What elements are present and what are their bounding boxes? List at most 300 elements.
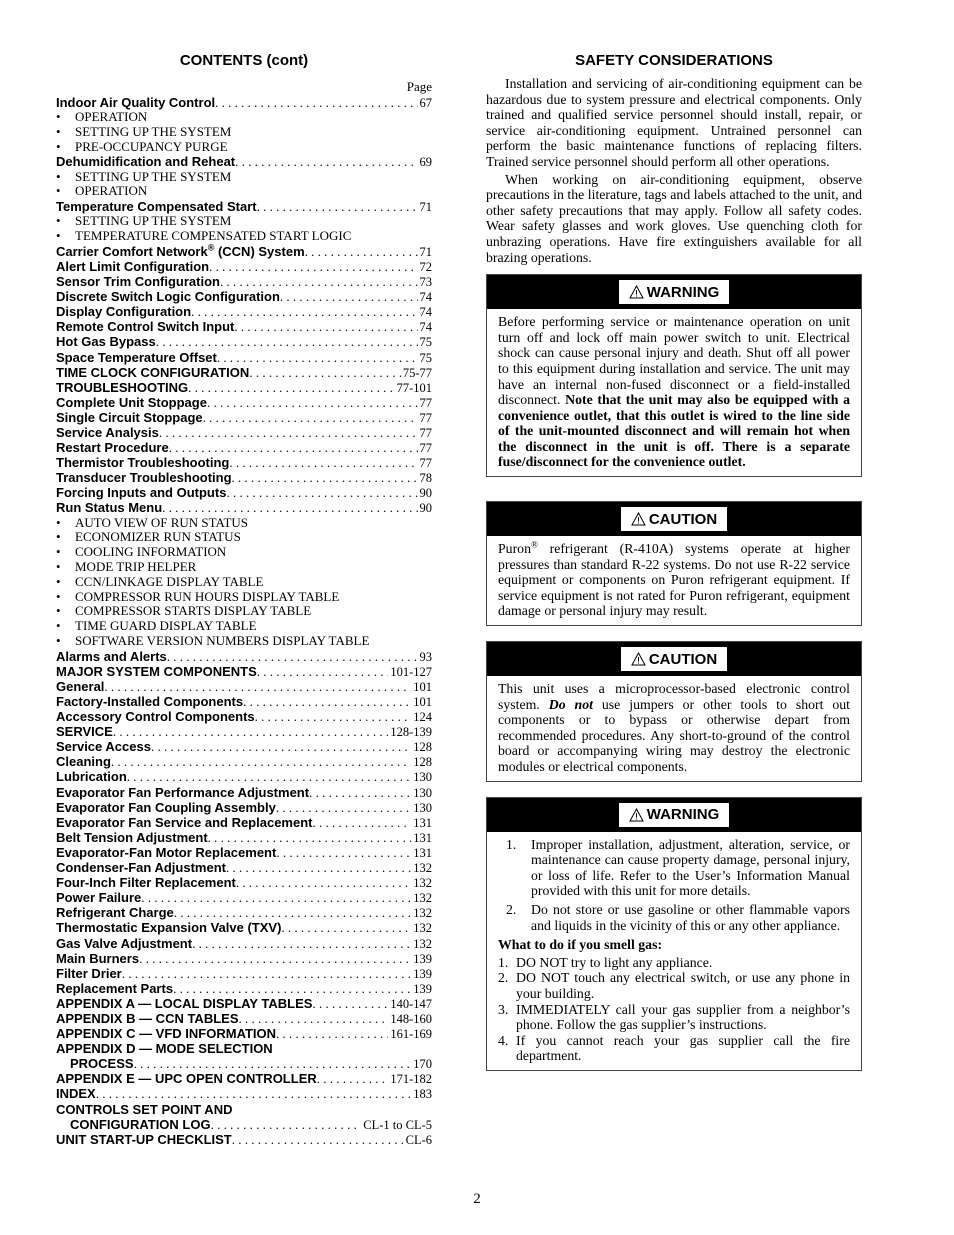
dot-leader <box>255 709 412 724</box>
toc-page-number: 101 <box>413 679 432 694</box>
toc-entry <box>56 754 432 769</box>
toc-page-number: 130 <box>413 800 432 815</box>
toc-entry-label: Display Configuration <box>56 304 192 320</box>
toc-entry-label: APPENDIX E — UPC OPEN CONTROLLER <box>56 1071 317 1087</box>
toc-entry-label: Condenser-Fan Adjustment <box>56 860 226 876</box>
toc-entry-label: Thermostatic Expansion Valve (TXV) <box>56 920 282 936</box>
bullet-icon: • <box>56 184 61 199</box>
toc-entry-label: Evaporator-Fan Motor Replacement <box>56 844 277 860</box>
list-item <box>498 1002 850 1033</box>
toc-page-number: 183 <box>413 1087 432 1102</box>
step-text: DO NOT touch any electrical switch, or use any phone in your building. <box>516 970 850 1001</box>
toc-page-number: 131 <box>413 830 432 845</box>
bullet-icon: • <box>56 604 61 619</box>
toc-entry-label: Evaporator Fan Service and Replacement <box>56 814 313 830</box>
toc-page-number: 101 <box>413 695 432 709</box>
dot-leader <box>141 890 411 905</box>
toc-entry <box>56 785 432 800</box>
safety-paragraph-2: When working on air-conditioning equipment, observe precautions in the literature, tags and labels attached to the unit, and other safety precautions that may apply. Follow all safety codes. Wear safety glasses and work gloves. Use quenching cloth for unbrazing operations. Have fire extinguishers available for all brazing operations. <box>486 171 862 265</box>
toc-page-number: 75-77 <box>402 365 432 380</box>
toc-entry-label: Hot Gas Bypass <box>56 334 156 350</box>
toc-subitem-label: COMPRESSOR STARTS DISPLAY TABLE <box>75 604 312 619</box>
warning-bold-note: Note that the unit may also be equipped with a convenience outlet, that this outlet is wired to the line side of the unit-mounted disconnect and will remain hot when the disconnect in the unit is off. There is a separate fuse/disconnect for the convenience outlet. <box>498 392 850 470</box>
toc-entry-label: MAJOR SYSTEM COMPONENTS <box>56 663 257 679</box>
dot-leader <box>134 1056 412 1071</box>
toc-page-number: 161-169 <box>390 1027 432 1042</box>
toc-page-number: 132 <box>413 936 432 951</box>
toc-entry-label: Service Analysis <box>56 424 159 440</box>
do-not-emphasis: Do not <box>548 696 593 712</box>
list-item <box>498 955 850 971</box>
dot-leader <box>312 815 411 830</box>
toc-entry-label: Alarms and Alerts <box>56 648 167 664</box>
toc-entry-label: Restart Procedure <box>56 440 169 456</box>
bullet-icon: • <box>56 110 61 125</box>
toc-entry <box>56 410 432 425</box>
contents-column <box>56 50 432 1147</box>
warning-header-2 <box>487 798 861 832</box>
toc-entry <box>56 334 432 349</box>
toc-subitem-label: COOLING INFORMATION <box>75 545 227 560</box>
puron-brand: Puron <box>498 541 531 557</box>
item-number: 2. <box>506 901 517 917</box>
bullet-icon: • <box>56 124 61 139</box>
toc-entry-label: Factory-Installed Components <box>56 694 244 709</box>
toc-page-number: 77-101 <box>396 380 432 395</box>
toc-page-number: 139 <box>413 966 432 981</box>
dot-leader <box>188 380 394 395</box>
toc-entry <box>56 395 432 410</box>
bullet-icon: • <box>56 139 61 154</box>
dot-leader <box>207 395 418 410</box>
dot-leader <box>305 244 418 259</box>
toc-entry <box>56 845 432 860</box>
toc-entry <box>56 470 432 485</box>
toc-subitem <box>56 140 432 155</box>
toc-entry <box>56 860 432 875</box>
toc-entry <box>56 649 432 664</box>
bullet-icon: • <box>56 515 61 530</box>
toc-entry-label: Carrier Comfort Network® (CCN) System <box>56 243 305 259</box>
toc-subitem <box>56 604 432 619</box>
warning-badge-2 <box>619 803 730 827</box>
toc-entry <box>56 1071 432 1086</box>
dot-leader <box>249 365 401 380</box>
toc-entry-label: APPENDIX B — CCN TABLES <box>56 1010 239 1026</box>
warning-label: WARNING <box>646 283 720 301</box>
toc-entry <box>56 350 432 365</box>
dot-leader <box>236 875 411 890</box>
caution-body: refrigerant (R-410A) systems operate at higher pressures than standard R-22 systems. Do not use R-22 service equipment or components on Puron refrigerant equipment. If service equipment is not rated for Puron refrigerant, equipment damage or personal injury may result. <box>498 541 850 619</box>
toc-entry-label: Lubrication <box>56 769 127 785</box>
toc-page-number: 90 <box>419 486 432 501</box>
toc-entry <box>56 890 432 905</box>
dot-leader <box>226 485 417 500</box>
bullet-icon: • <box>56 214 61 229</box>
dot-leader <box>276 845 411 860</box>
toc-entry-label: General <box>56 678 105 694</box>
dot-leader <box>257 664 389 679</box>
dot-leader <box>113 724 388 739</box>
toc-subitem-label: AUTO VIEW OF RUN STATUS <box>75 515 249 530</box>
toc-entry <box>56 304 432 319</box>
safety-paragraph-1: Installation and servicing of air-conditioning equipment can be hazardous due to system pressure and electrical components. Only trained and qualified service personnel should install, repair, or service air-conditioning equipment. Untrained personnel can perform the basic maintenance functions of replacing filters. Trained service personnel should perform all other operations. <box>486 76 862 169</box>
list-item <box>498 837 850 899</box>
toc-page-number: 128 <box>413 755 432 770</box>
toc-entry <box>56 1026 432 1041</box>
dot-leader <box>192 936 411 951</box>
toc-entry <box>56 95 432 110</box>
toc-entry <box>56 905 432 920</box>
toc-subitem <box>56 110 432 125</box>
page-column-label: Page <box>406 79 432 94</box>
toc-entry-label: Main Burners <box>56 950 140 966</box>
toc-subitem <box>56 530 432 545</box>
warning-header <box>487 275 861 309</box>
toc-entry-label: PROCESS <box>70 1056 134 1072</box>
bullet-icon: • <box>56 169 61 184</box>
caution-badge-2 <box>621 647 727 671</box>
page-number: 2 <box>473 1191 481 1207</box>
toc-entry <box>56 274 432 289</box>
toc-subitem <box>56 560 432 575</box>
toc-page-number: 69 <box>419 155 432 170</box>
warning-triangle-icon <box>629 285 644 299</box>
toc-entry-heading <box>56 1102 432 1117</box>
toc-page-number: 78 <box>419 471 432 486</box>
toc-entry-label: Four-Inch Filter Replacement <box>56 875 236 891</box>
toc-subitem <box>56 619 432 634</box>
dot-leader <box>139 951 411 966</box>
toc-entry-label: Complete Unit Stoppage <box>56 394 207 410</box>
toc-entry <box>56 1132 432 1147</box>
toc-entry-label: Alert Limit Configuration <box>56 258 210 274</box>
toc-entry <box>56 800 432 815</box>
toc-page-number: 67 <box>419 96 432 110</box>
toc-entry-label: Refrigerant Charge <box>56 905 174 921</box>
toc-subitem <box>56 229 432 244</box>
toc-entry-label: TROUBLESHOOTING <box>56 379 189 395</box>
dot-leader <box>276 800 411 815</box>
toc-entry-label: Space Temperature Offset <box>56 349 217 365</box>
toc-entry-label: SERVICE <box>56 724 113 740</box>
toc-subitem <box>56 214 432 229</box>
toc-page-number: 74 <box>419 290 432 305</box>
toc-subitem-label: CCN/LINKAGE DISPLAY TABLE <box>75 574 264 589</box>
dot-leader <box>167 649 418 664</box>
bullet-icon: • <box>56 633 61 648</box>
toc-entry-label: CONTROLS SET POINT AND <box>56 1101 233 1117</box>
toc-subitem-label: PRE-OCCUPANCY PURGE <box>75 139 228 154</box>
warning-text-1 <box>487 309 861 476</box>
warning-badge <box>619 280 730 304</box>
step-text: If you cannot reach your gas supplier call the fire department. <box>516 1032 850 1064</box>
toc-subitem <box>56 516 432 531</box>
toc-subitem <box>56 184 432 199</box>
toc-entry <box>56 1086 432 1101</box>
toc-page-number: 77 <box>419 456 432 471</box>
toc-entry-label: Indoor Air Quality Control <box>56 95 216 110</box>
toc-entry <box>56 966 432 981</box>
caution-text-1 <box>487 536 861 625</box>
toc-subitem <box>56 170 432 185</box>
dot-leader <box>191 304 417 319</box>
toc-page-number: 101-127 <box>390 664 432 679</box>
toc-entry <box>56 380 432 395</box>
dot-leader <box>229 455 417 470</box>
toc-page-number: 73 <box>419 275 432 290</box>
step-number: 1. <box>498 954 509 970</box>
toc-page-number: 140-147 <box>390 996 432 1011</box>
toc-entry <box>56 440 432 455</box>
toc-entry-label: Thermistor Troubleshooting <box>56 455 230 471</box>
dot-leader <box>232 1132 404 1147</box>
toc-entry-label: Replacement Parts <box>56 980 174 996</box>
caution-text-2 <box>487 676 861 781</box>
toc-entry <box>56 500 432 515</box>
dot-leader <box>151 739 411 754</box>
bullet-icon: • <box>56 229 61 244</box>
bullet-icon: • <box>56 619 61 634</box>
toc-page-number: 93 <box>419 649 432 664</box>
toc-subitem-label: ECONOMIZER RUN STATUS <box>75 530 241 545</box>
toc-entry-label: Gas Valve Adjustment <box>56 935 193 951</box>
dot-leader <box>127 769 411 784</box>
toc-subitem <box>56 575 432 590</box>
toc-entry <box>56 154 432 169</box>
dot-leader <box>281 920 411 935</box>
caution-header <box>487 502 861 536</box>
toc-entry-label: Single Circuit Stoppage <box>56 409 203 425</box>
toc-subitem-label: TEMPERATURE COMPENSATED START LOGIC <box>75 229 352 244</box>
toc-subitem <box>56 590 432 605</box>
toc-entry-label: Discrete Switch Logic Configuration <box>56 289 280 305</box>
toc-entry <box>56 425 432 440</box>
bullet-icon: • <box>56 559 61 574</box>
toc-page-number: 128 <box>413 740 432 755</box>
toc-subitem-label: TIME GUARD DISPLAY TABLE <box>75 619 257 634</box>
toc-entry-label: Cleaning <box>56 754 111 770</box>
toc-page-number: CL-1 to CL-5 <box>363 1117 432 1132</box>
toc-page-number: 132 <box>413 876 432 891</box>
toc-entry-label: Accessory Control Components <box>56 709 255 725</box>
warning-box-2 <box>486 797 862 1071</box>
toc-entry <box>56 875 432 890</box>
toc-entry <box>56 769 432 784</box>
step-text: IMMEDIATELY call your gas supplier from a neighbor’s phone. Follow the gas supplier’s instructions. <box>516 1001 850 1033</box>
toc-page-number: 77 <box>419 395 432 410</box>
toc-subitem-label: OPERATION <box>75 184 148 199</box>
dot-leader <box>209 259 417 274</box>
toc-subitem-label: OPERATION <box>75 110 148 125</box>
toc-subitem <box>56 545 432 560</box>
caution-triangle-icon <box>631 512 646 526</box>
caution-body-b: use jumpers or other tools to short out components or to bypass or otherwise depart from recommended procedures. Any short-to-ground of the control board or accompanying wiring may destroy the electronic modules or electrical components. <box>498 696 850 774</box>
list-item <box>498 970 850 1001</box>
toc-entry-label: Evaporator Fan Coupling Assembly <box>56 799 276 815</box>
dot-leader <box>232 470 418 485</box>
dot-leader <box>220 274 418 289</box>
table-of-contents <box>56 95 432 1147</box>
toc-page-number: 132 <box>413 861 432 876</box>
toc-entry <box>56 679 432 694</box>
toc-page-number: 132 <box>413 891 432 906</box>
warning-items <box>498 837 850 934</box>
toc-page-number: 71 <box>419 200 432 215</box>
safety-intro <box>486 76 862 265</box>
dot-leader <box>208 830 412 845</box>
dot-leader <box>162 500 417 515</box>
toc-page-number: 131 <box>413 815 432 830</box>
toc-entry <box>56 289 432 304</box>
dot-leader <box>159 425 418 440</box>
toc-entry-label: TIME CLOCK CONFIGURATION <box>56 364 250 380</box>
toc-page-number: 132 <box>413 921 432 936</box>
caution-triangle-icon <box>631 652 646 666</box>
caution-header-2 <box>487 642 861 676</box>
toc-page-number: 75 <box>419 335 432 350</box>
dot-leader <box>96 1086 412 1101</box>
toc-subitem <box>56 634 432 649</box>
toc-entry-label: Remote Control Switch Input <box>56 319 235 335</box>
toc-entry-label: Sensor Trim Configuration <box>56 274 220 290</box>
dot-leader <box>156 334 418 349</box>
caution-badge <box>621 507 727 531</box>
item-text: Do not store or use gasoline or other flammable vapors and liquids in the vicinity of this or any other appliance. <box>531 901 850 933</box>
toc-entry-label: UNIT START-UP CHECKLIST <box>56 1131 232 1147</box>
toc-entry <box>56 981 432 996</box>
toc-page-number: 130 <box>413 785 432 800</box>
toc-page-number: 72 <box>419 259 432 274</box>
step-text: DO NOT try to light any appliance. <box>516 954 713 970</box>
toc-entry <box>56 920 432 935</box>
bullet-icon: • <box>56 545 61 560</box>
toc-page-number: 139 <box>413 981 432 996</box>
toc-entry-label: INDEX <box>56 1086 96 1102</box>
caution-label-2: CAUTION <box>648 650 718 668</box>
warning-text-2 <box>487 832 861 1070</box>
toc-entry-label: APPENDIX A — LOCAL DISPLAY TABLES <box>56 995 313 1011</box>
dot-leader <box>226 860 411 875</box>
list-item <box>498 902 850 933</box>
bullet-icon: • <box>56 589 61 604</box>
toc-entry <box>56 1011 432 1026</box>
toc-page-number: 74 <box>419 320 432 335</box>
dot-leader <box>104 679 411 694</box>
toc-page-number: 131 <box>413 845 432 860</box>
smell-gas-steps <box>498 955 850 1064</box>
toc-entry-label: APPENDIX D — MODE SELECTION <box>56 1041 273 1057</box>
caution-box-2 <box>486 641 862 782</box>
dot-leader <box>239 1011 389 1026</box>
toc-entry <box>56 830 432 845</box>
bullet-icon: • <box>56 574 61 589</box>
warning-triangle-icon <box>629 808 644 822</box>
toc-page-number: 71 <box>419 244 432 259</box>
dot-leader <box>257 199 418 214</box>
caution-box-1 <box>486 501 862 626</box>
toc-entry <box>56 936 432 951</box>
toc-entry <box>56 996 432 1011</box>
dot-leader <box>317 1071 389 1086</box>
toc-entry <box>56 455 432 470</box>
toc-page-number: 170 <box>413 1057 432 1072</box>
warning-label-2: WARNING <box>646 806 720 824</box>
toc-entry-heading <box>56 1041 432 1056</box>
smell-gas-heading: What to do if you smell gas: <box>498 937 663 953</box>
toc-subitem-label: SETTING UP THE SYSTEM <box>75 169 232 184</box>
warning-body: Before performing service or maintenance operation on unit turn off and lock off main power switch to unit. Electrical shock can cause personal injury and death. Shut off all power to this equipment during installation and service. The unit may have an internal non-fused disconnect or a field-installed disconnect. <box>498 314 850 408</box>
toc-entry-label: Belt Tension Adjustment <box>56 829 208 845</box>
toc-entry <box>56 951 432 966</box>
toc-entry-label: CONFIGURATION LOG <box>70 1116 211 1132</box>
toc-entry <box>56 1056 432 1071</box>
toc-entry-label: Transducer Troubleshooting <box>56 470 232 486</box>
toc-page-number: 132 <box>413 906 432 921</box>
dot-leader <box>203 410 418 425</box>
safety-heading: SAFETY CONSIDERATIONS <box>575 52 773 69</box>
list-item <box>498 1033 850 1064</box>
toc-entry <box>56 694 432 709</box>
dot-leader <box>169 440 418 455</box>
dot-leader <box>111 754 411 769</box>
step-number: 4. <box>498 1032 509 1048</box>
dot-leader <box>234 319 417 334</box>
toc-page-number: 148-160 <box>390 1011 432 1026</box>
toc-page-number: 124 <box>413 710 432 725</box>
toc-entry-label: Service Access <box>56 739 151 755</box>
toc-entry <box>56 365 432 380</box>
toc-entry-label: Dehumidification and Reheat <box>56 154 236 170</box>
toc-subitem <box>56 125 432 140</box>
toc-entry <box>56 244 432 259</box>
toc-subitem-label: SOFTWARE VERSION NUMBERS DISPLAY TABLE <box>75 633 370 648</box>
step-number: 2. <box>498 970 509 986</box>
dot-leader <box>215 95 417 110</box>
dot-leader <box>235 154 417 169</box>
dot-leader <box>276 1026 388 1041</box>
toc-entry <box>56 709 432 724</box>
toc-entry <box>56 319 432 334</box>
toc-entry <box>56 259 432 274</box>
toc-entry <box>56 739 432 754</box>
step-number: 3. <box>498 1001 509 1017</box>
item-text: Improper installation, adjustment, alteration, service, or maintenance can cause property damage, personal injury, or loss of life. Refer to the User’s Information Manual provided with this unit for more details. <box>531 836 850 899</box>
toc-entry <box>56 485 432 500</box>
toc-entry <box>56 1117 432 1132</box>
toc-entry-label: APPENDIX C — VFD INFORMATION <box>56 1026 277 1042</box>
dot-leader <box>217 350 418 365</box>
dot-leader <box>312 996 388 1011</box>
toc-page-number: 130 <box>413 770 432 785</box>
toc-page-number: 75 <box>419 350 432 365</box>
toc-subitem-label: MODE TRIP HELPER <box>75 559 197 574</box>
dot-leader <box>243 694 411 709</box>
toc-subitem-label: COMPRESSOR RUN HOURS DISPLAY TABLE <box>75 589 340 604</box>
toc-entry-label: Evaporator Fan Performance Adjustment <box>56 784 310 800</box>
toc-entry-label: Power Failure <box>56 890 142 906</box>
toc-entry <box>56 815 432 830</box>
registered-mark: ® <box>530 539 538 550</box>
warning-box-1 <box>486 274 862 477</box>
caution-label: CAUTION <box>648 510 718 528</box>
toc-page-number: 77 <box>419 425 432 440</box>
dot-leader <box>174 905 412 920</box>
dot-leader <box>211 1117 362 1132</box>
bullet-icon: • <box>56 530 61 545</box>
toc-entry <box>56 199 432 214</box>
dot-leader <box>173 981 411 996</box>
